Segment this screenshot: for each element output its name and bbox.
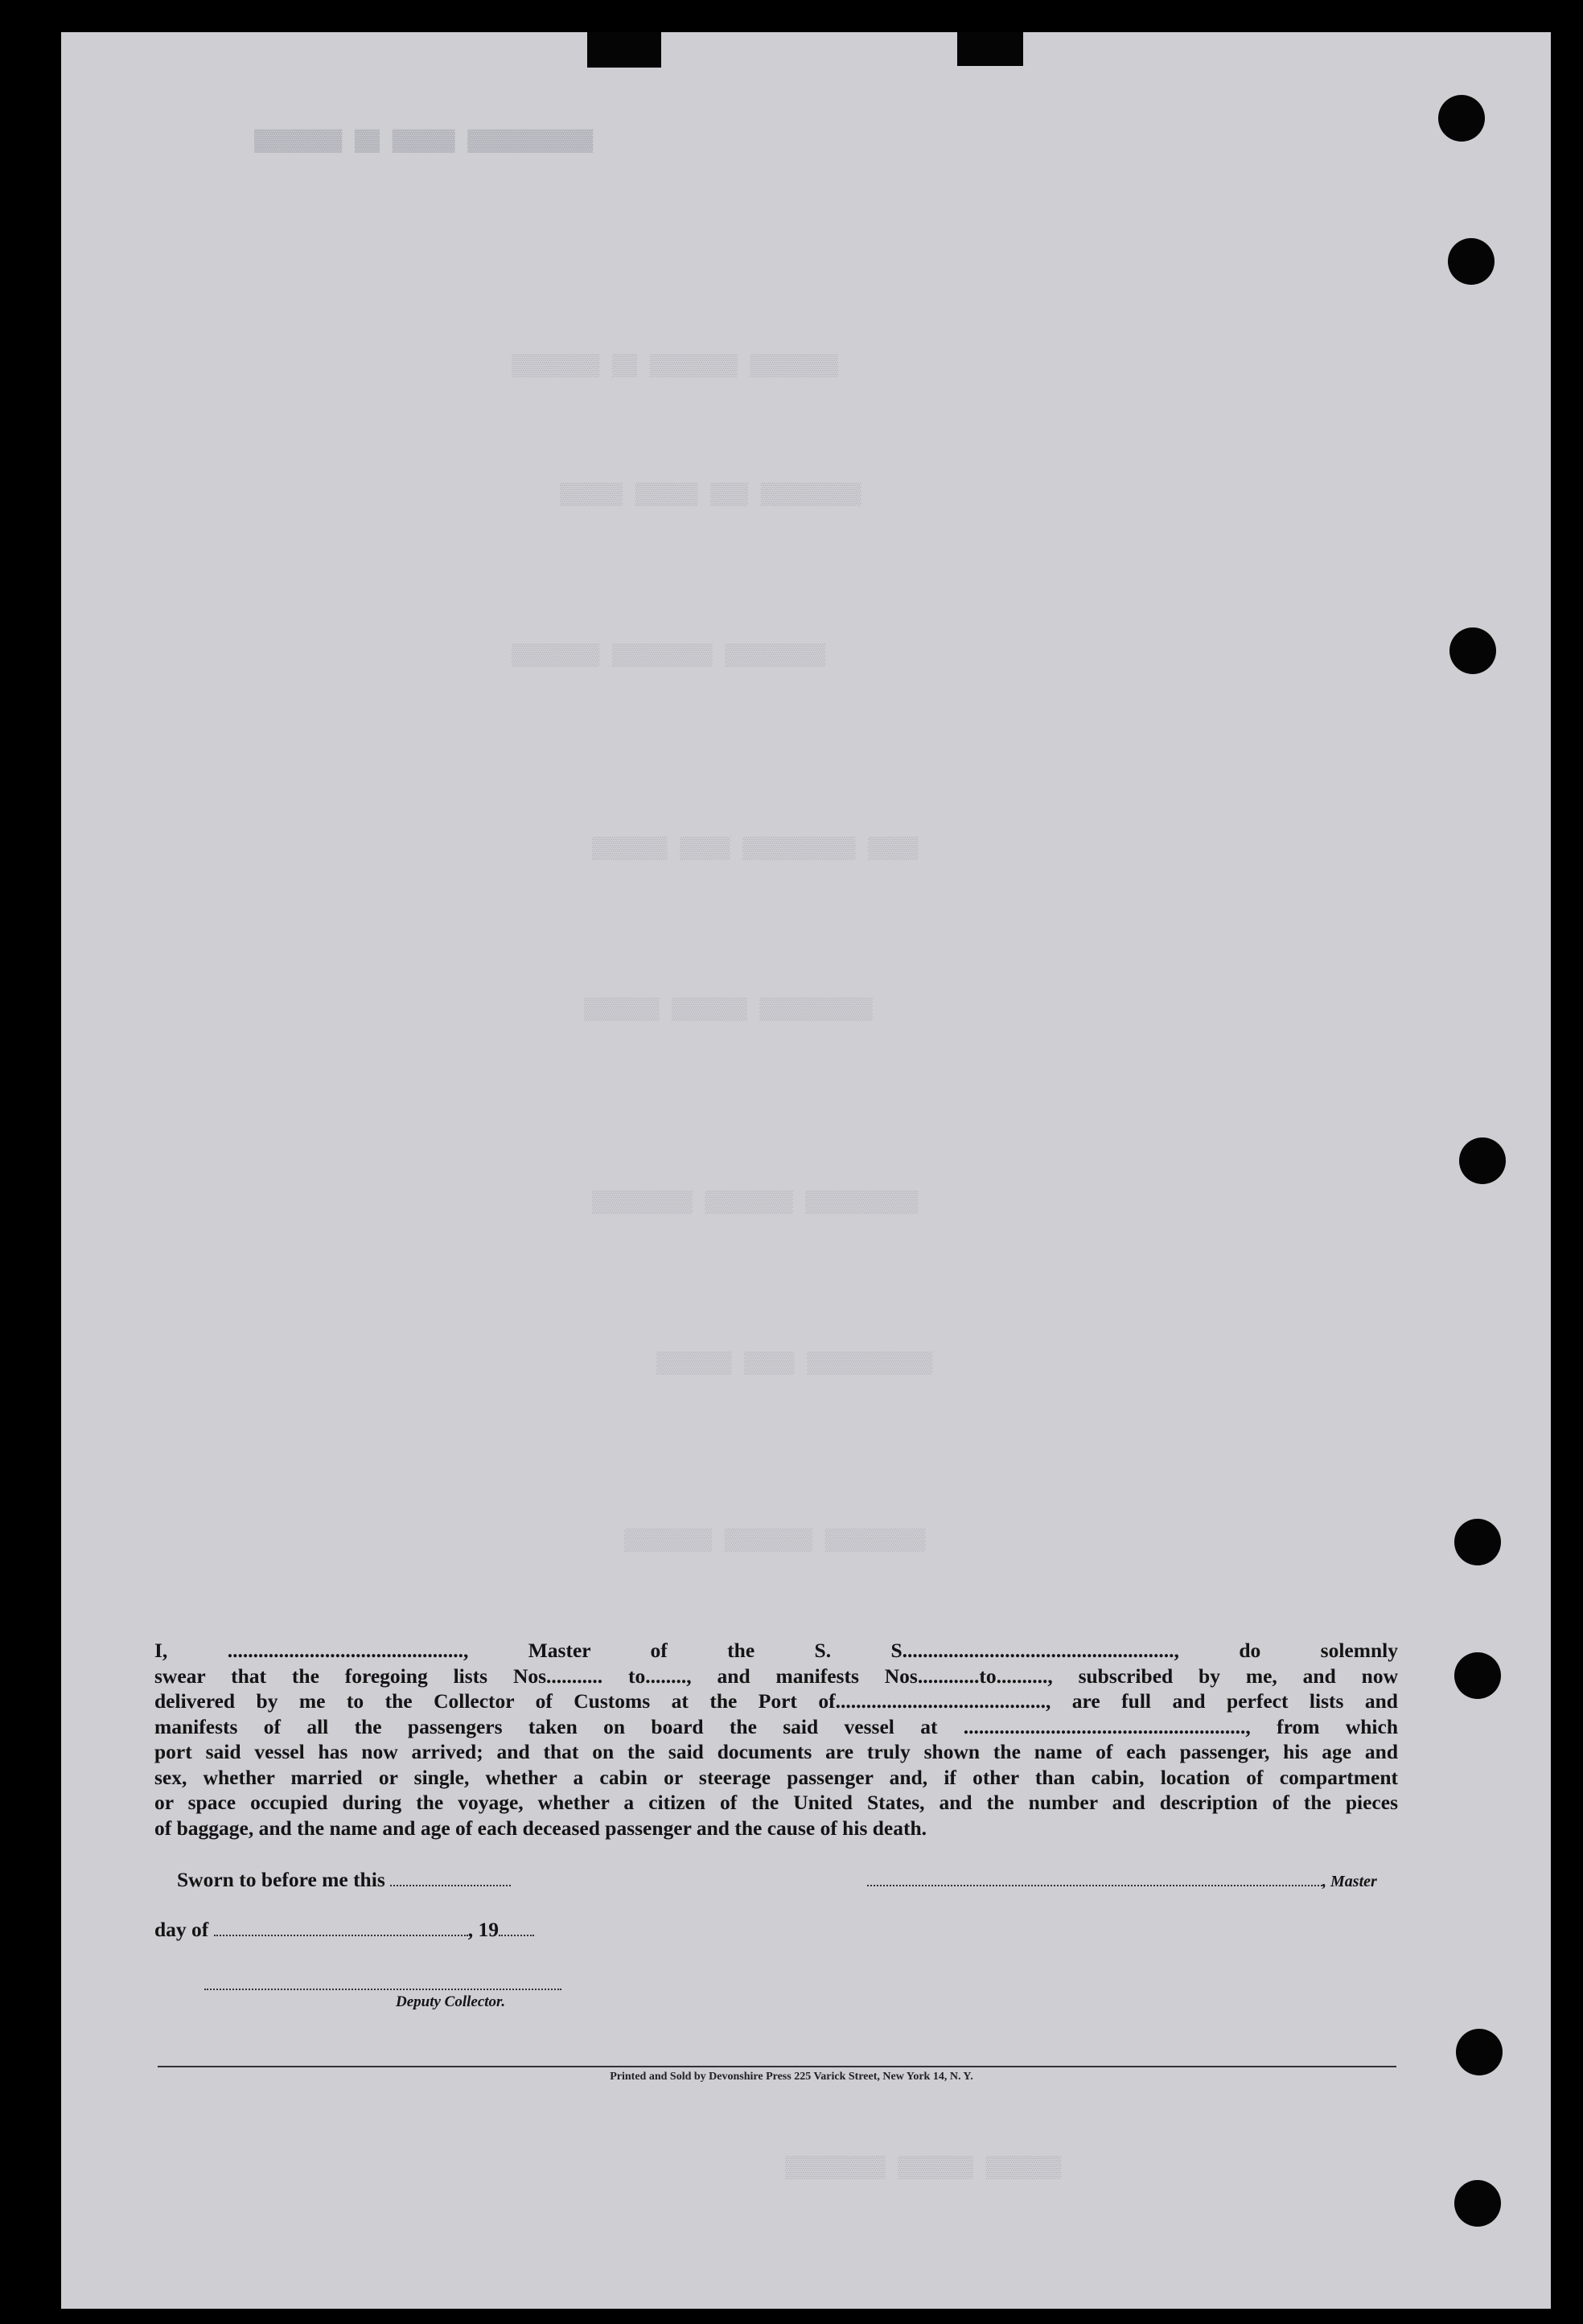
binder-hole <box>1454 2180 1501 2227</box>
day-of-label: day of <box>154 1918 209 1941</box>
oath-line: of baggage, and the name and age of each deceased passenger and the cause of his death. <box>154 1816 927 1840</box>
oath-line: or space occupied during the voyage, whether a citizen of the United States, and the number and description of the pieces <box>154 1791 1398 1814</box>
deputy-collector-label: Deputy Collector. <box>396 1993 506 2010</box>
day-of-blank <box>214 1919 468 1936</box>
oath-line: manifests of all the passengers taken on board the said vessel at ......................................................., from which <box>154 1714 1398 1738</box>
document-page <box>61 32 1551 2309</box>
bleed-through: ▓▓▓▓▓▓▓ ▓▓ ▓▓▓▓▓ ▓▓▓▓▓▓▓▓▓▓ <box>254 129 594 153</box>
oath-line: sex, whether married or single, whether a cabin or steerage passenger and, if other than cabin, location of compartment <box>154 1765 1398 1789</box>
punch-tab <box>957 32 1023 66</box>
deputy-signature-line <box>204 1972 561 1990</box>
bleed-through: ▒▒▒▒▒▒▒▒ ▒▒▒▒▒▒ ▒▒▒▒▒▒ <box>785 2156 1062 2180</box>
oath-line: delivered by me to the Collector of Customs at the Port of........................................., are full and perfect lists and <box>154 1689 1398 1713</box>
punch-tab <box>587 32 661 68</box>
binder-hole <box>1454 1519 1501 1565</box>
master-label: , Master <box>1322 1873 1377 1890</box>
bleed-through: ▒▒▒▒▒▒▒▒ ▒▒▒▒▒▒▒ ▒▒▒▒▒▒▒▒▒ <box>592 1191 919 1215</box>
year-blank <box>499 1919 534 1936</box>
binder-hole <box>1454 1652 1501 1699</box>
day-of-line <box>154 1918 534 1942</box>
deputy-signature-blank <box>204 1972 561 1990</box>
bleed-through: ▒▒▒▒▒ ▒▒▒▒▒ ▒▒▒ ▒▒▒▒▒▒▒▒ <box>560 483 861 507</box>
bleed-through: ▒▒▒▒▒▒ ▒▒▒▒▒▒ ▒▒▒▒▒▒▒▒▒ <box>584 997 873 1022</box>
bleed-through: ▒▒▒▒▒▒▒ ▒▒▒▒▒▒▒ ▒▒▒▒▒▒▒▒ <box>624 1528 926 1553</box>
master-signature-line <box>867 1868 1377 1892</box>
binder-hole <box>1456 2029 1503 2075</box>
bleed-through: ▒▒▒▒▒▒ ▒▒▒▒ ▒▒▒▒▒▒▒▒▒▒ <box>656 1351 933 1376</box>
binder-hole <box>1448 238 1495 285</box>
binder-hole <box>1459 1137 1506 1184</box>
printer-imprint: Printed and Sold by Devonshire Press 225 Varick Street, New York 14, N. Y. <box>610 2071 973 2083</box>
bleed-through: ▒▒▒▒▒▒ ▒▒▒▒ ▒▒▒▒▒▒▒▒▒ ▒▒▒▒ <box>592 837 919 861</box>
year-prefix: , 19 <box>467 1918 499 1941</box>
binder-hole <box>1438 95 1485 142</box>
footer-rule <box>158 2066 1396 2067</box>
sworn-before-line <box>177 1868 511 1892</box>
sworn-label: Sworn to before me this <box>177 1868 385 1891</box>
bleed-through: ▒▒▒▒▒▒▒ ▒▒ ▒▒▒▒▒▒▒ ▒▒▒▒▒▒▒ <box>512 354 838 378</box>
oath-line: I, .............................................., Master of the S. S....................................................., do solemnly <box>154 1639 1398 1662</box>
sworn-date-blank <box>390 1869 511 1886</box>
oath-line: port said vessel has now arrived; and that on the said documents are truly shown the name of each passenger, his age and <box>154 1740 1398 1763</box>
masters-oath <box>154 1638 1398 1841</box>
binder-hole <box>1449 627 1496 674</box>
bleed-through: ▒▒▒▒▒▒▒ ▒▒▒▒▒▒▒▒ ▒▒▒▒▒▒▒▒ <box>512 644 826 668</box>
oath-line: swear that the foregoing lists Nos........... to........, and manifests Nos............to.........., subscribed by me, and now <box>154 1664 1398 1688</box>
master-signature-blank <box>867 1869 1322 1886</box>
